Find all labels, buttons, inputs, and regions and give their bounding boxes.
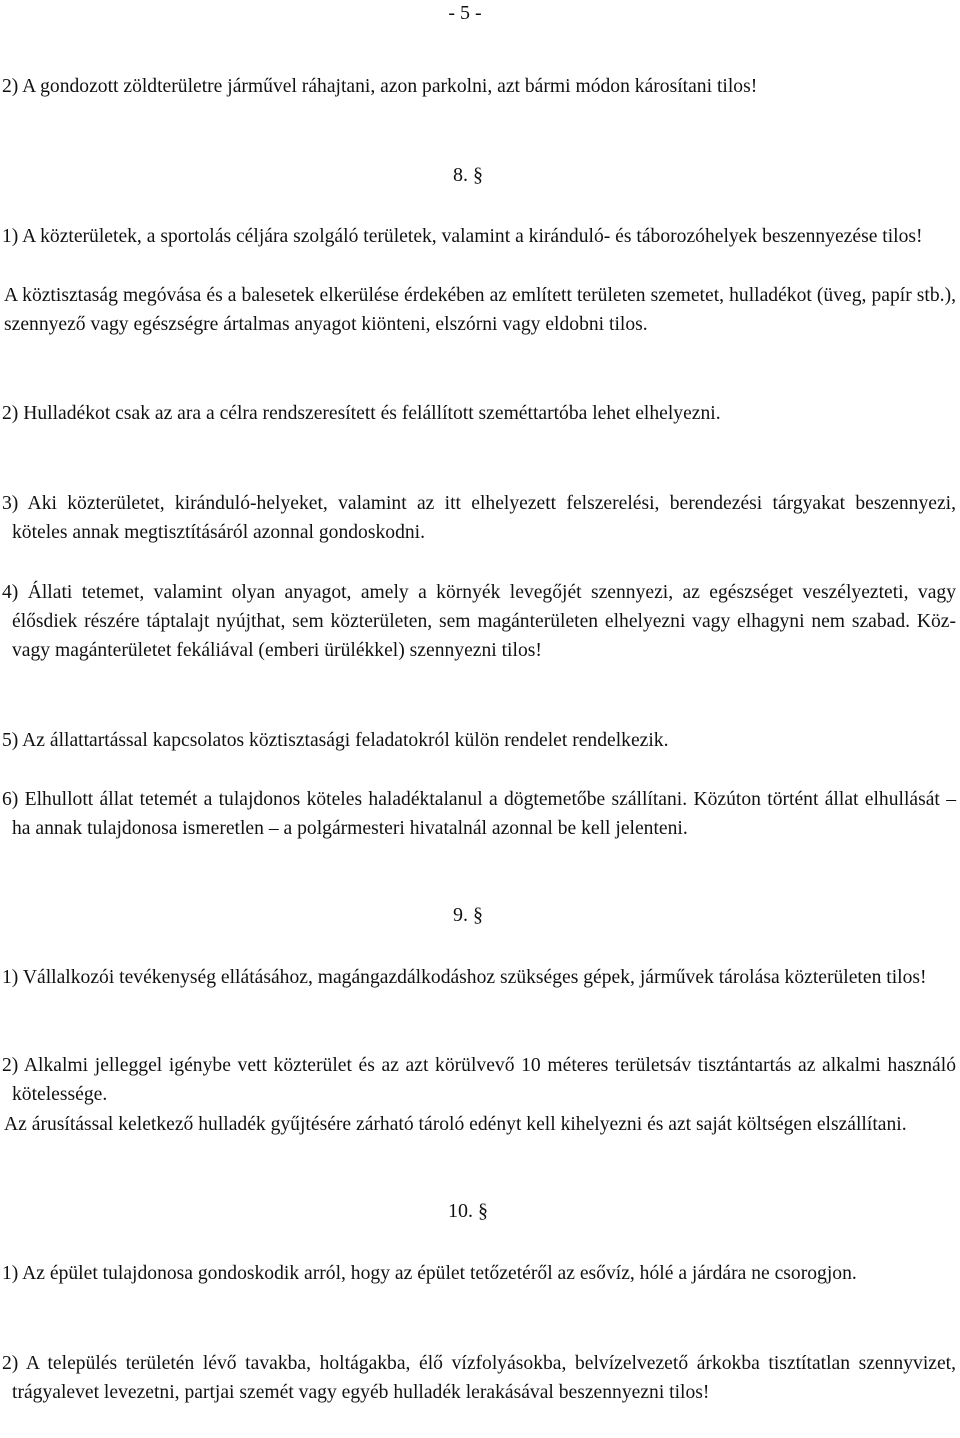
paragraph-text: 2) Alkalmi jelleggel igénybe vett közterület és az azt körülvevő 10 méteres területsáv tisztántartás az alkalmi használó kötelessége. [2, 1055, 956, 1105]
paragraph-text: 6) Elhullott állat tetemét a tulajdonos köteles haladéktalanul a dögtemetőbe szállítani. Közúton történt állat elhullását – ha annak tulajdonosa ismeretlen – a polgármesteri hivatalnál azonnal be kell jelenteni. [2, 789, 956, 839]
paragraph [2, 785, 956, 843]
paragraph-text: 1) Vállalkozói tevékenység ellátásához, magángazdálkodáshoz szükséges gépek, járművek tárolása közterületen tilos! [2, 967, 927, 988]
paragraph [2, 489, 956, 547]
paragraph-text: 5) Az állattartással kapcsolatos köztisztasági feladatokról külön rendelet rendelkezik. [2, 730, 669, 751]
paragraph [2, 963, 956, 992]
paragraph-text: 1) Az épület tulajdonosa gondoskodik arról, hogy az épület tetőzetéről az esővíz, hólé a járdára ne csorogjon. [2, 1263, 857, 1284]
paragraph [2, 726, 956, 755]
paragraph-text: 1) A közterületek, a sportolás céljára szolgáló területek, valamint a kiránduló- és táborozóhelyek beszennyezése tilos! [2, 226, 923, 247]
page-number: - 5 - [448, 2, 482, 24]
paragraph [2, 222, 956, 251]
paragraph-text: 4) Állati tetemet, valamint olyan anyagot, amely a környék levegőjét szennyezi, az egészséget veszélyezteti, vagy élősdiek részére táptalajt nyújthat, sem közterületen, sem magánterületen elhelyezni vagy elhagyni nem szabad. Köz- vagy magánterületet fekáliával (emberi ürülékkel) szennyezni tilos! [2, 582, 956, 661]
paragraph-text: 2) A település területén lévő tavakba, holtágakba, élő vízfolyásokba, belvízelvezető árkokba tisztítatlan szennyvizet, trágyalevet levezetni, partjai szemét vagy egyéb hulladék lerakásával beszennyezni tilos! [2, 1353, 956, 1403]
paragraph [2, 1349, 956, 1407]
section-heading: 9. § [453, 904, 483, 926]
paragraph-text: 2) A gondozott zöldterületre járművel ráhajtani, azon parkolni, azt bármi módon károsítani tilos! [2, 76, 758, 97]
section-heading: 10. § [448, 1200, 488, 1222]
paragraph [2, 399, 956, 428]
section-heading: 8. § [453, 164, 483, 186]
paragraph-text: 3) Aki közterületet, kiránduló-helyeket, valamint az itt elhelyezett felszerelési, berendezési tárgyakat beszennyezi, köteles annak megtisztításáról azonnal gondoskodni. [2, 493, 956, 543]
paragraph: Az árusítással keletkező hulladék gyűjtésére zárható tároló edényt kell kihelyezni és azt saját költségen elszállítani. [4, 1114, 907, 1135]
paragraph: A köztisztaság megóvása és a balesetek elkerülése érdekében az említett területen szemetet, hulladékot (üveg, papír stb.), szennyező vagy egészségre ártalmas anyagot kiönteni, elszórni vagy eldobni tilos. [4, 285, 956, 335]
paragraph [2, 1051, 956, 1109]
paragraph-text: 2) Hulladékot csak az ara a célra rendszeresített és felállított szeméttartóba lehet elhelyezni. [2, 403, 721, 424]
paragraph [2, 1259, 956, 1288]
paragraph [2, 578, 956, 665]
paragraph [2, 72, 956, 101]
